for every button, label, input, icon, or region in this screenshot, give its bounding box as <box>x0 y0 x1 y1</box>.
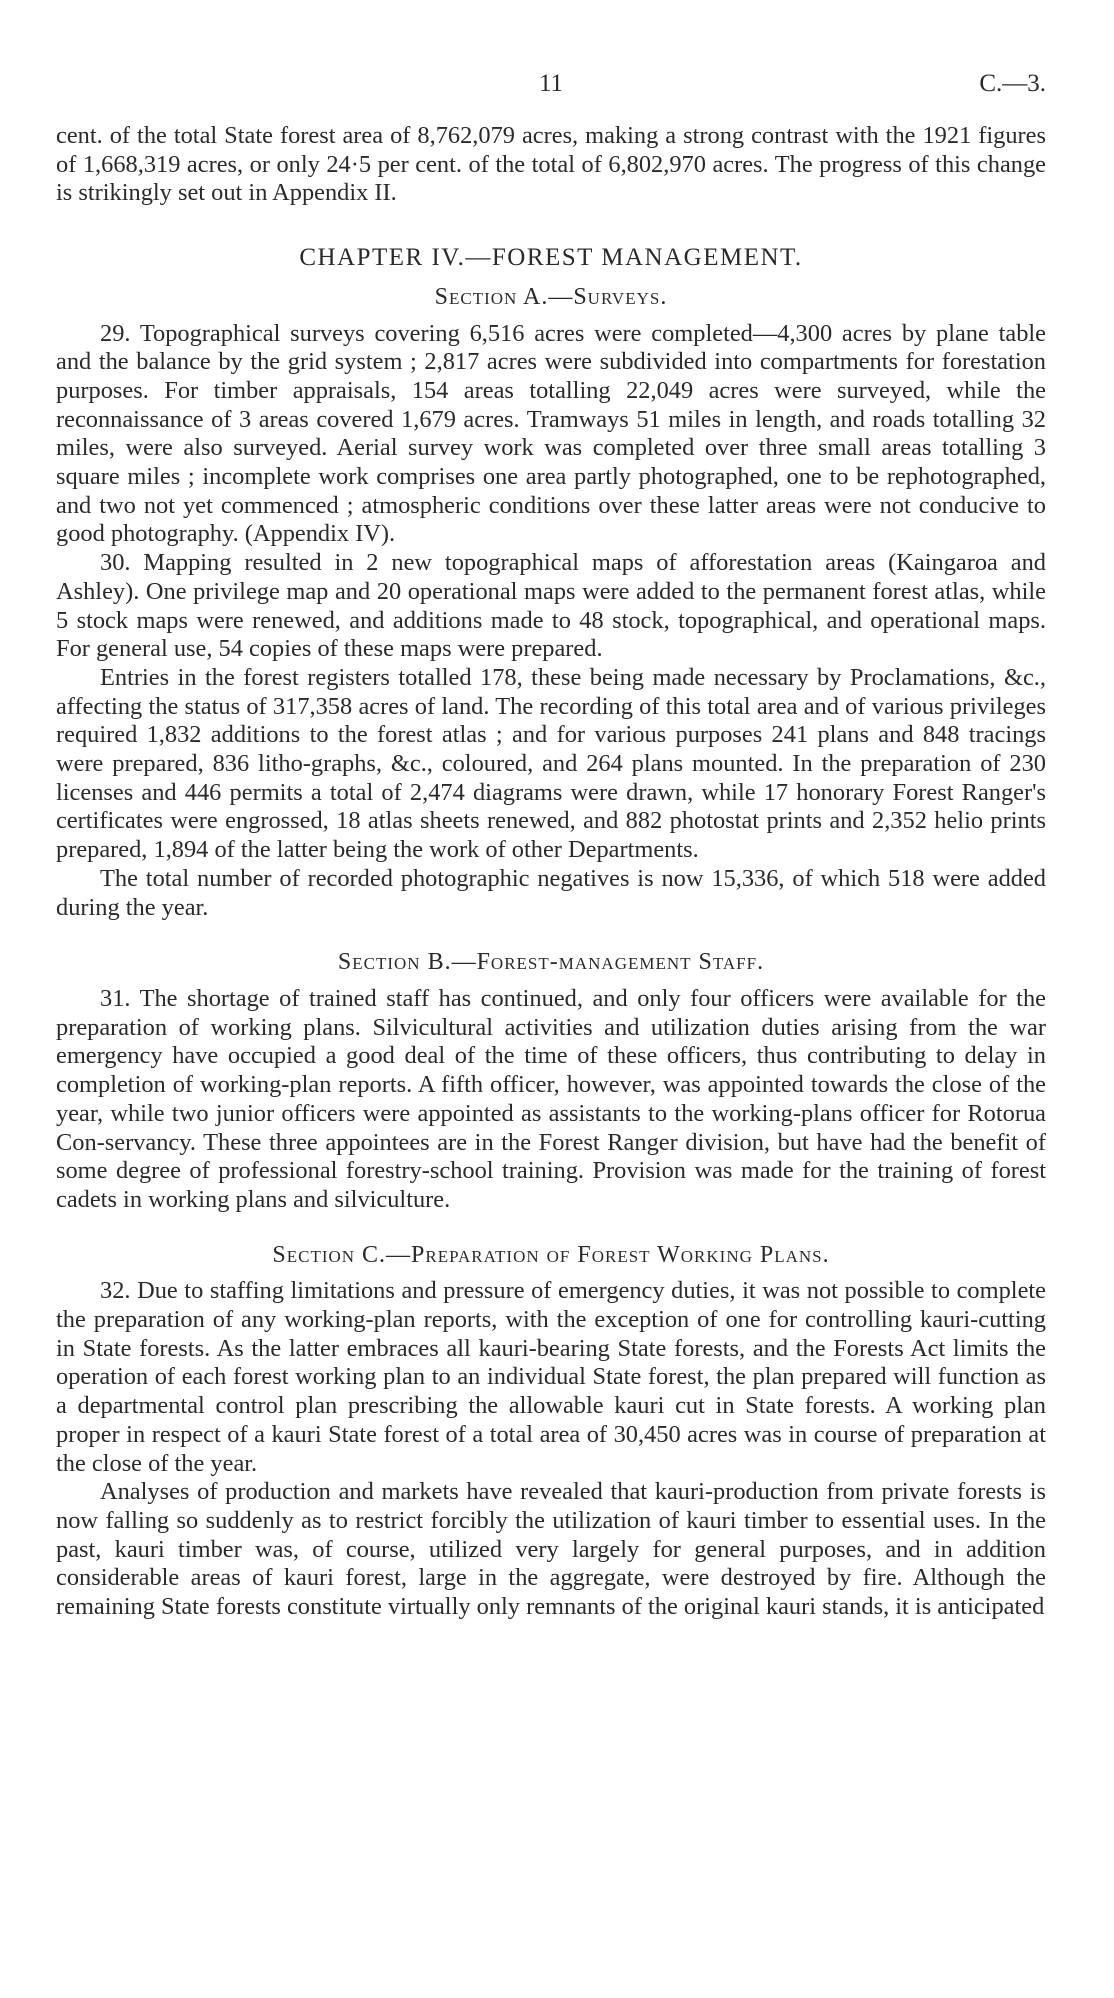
page-number: 11 <box>538 70 564 97</box>
document-reference: C.—3. <box>979 70 1046 97</box>
body-text <box>56 122 1046 1622</box>
continuation-paragraph: cent. of the total State forest area of 8,762,079 acres, making a strong contrast with the 1921 figures of 1,668,319 acres, or only 24·5 per cent. of the total of 6,802,970 acres. The progress of this change is strikingly set out in Appendix II. <box>56 122 1046 207</box>
paragraph-30: 30. Mapping resulted in 2 new topographical maps of afforestation areas (Kaingaroa and Ashley). One privilege map and 20 operational maps were added to the permanent forest atlas, while 5 stock maps were renewed, and additions made to 48 stock, topographical, and operational maps. For general use, 54 copies of these maps were prepared. <box>56 549 1046 663</box>
section-heading-staff: Section B.—Forest-management Staff. <box>337 949 765 976</box>
paragraph-forest-registers: Entries in the forest registers totalled 178, these being made necessary by Proclamations, &c., affecting the status of 317,358 acres of land. The recording of this total area and of various privileges required 1,832 additions to the forest atlas ; and for various purposes 241 plans and 848 tracings were prepared, 836 litho-graphs, &c., coloured, and 264 plans mounted. In the preparation of 230 licenses and 446 permits a total of 2,474 diagrams were drawn, while 17 honorary Forest Ranger's certificates were engrossed, 18 atlas sheets renewed, and 882 photostat prints and 2,352 helio prints prepared, 1,894 of the latter being the work of other Departments. <box>56 663 1046 864</box>
paragraph-kauri-production: Analyses of production and markets have revealed that kauri-production from private forests is now falling so suddenly as to restrict forcibly the utilization of kauri timber to essential uses. In the past, kauri timber was, of course, utilized very largely for general purposes, and in addition considerable areas of kauri forest, large in the aggregate, were destroyed by fire. Although the remaining State forests constitute virtually only remnants of the original kauri stands, it is anticipated <box>56 1478 1046 1621</box>
page-header <box>56 70 1046 110</box>
paragraph-29: 29. Topographical surveys covering 6,516 acres were completed—4,300 acres by plane table and the balance by the grid system ; 2,817 acres were subdivided into compartments for forestation purposes. For timber appraisals, 154 areas totalling 22,049 acres were surveyed, while the reconnaissance of 3 areas covered 1,679 acres. Tramways 51 miles in length, and roads totalling 32 miles, were also surveyed. Aerial survey work was completed over three small areas totalling 3 square miles ; incomplete work comprises one area partly photographed, one to be rephotographed, and two not yet commenced ; atmospheric conditions over these latter areas were not conducive to good photography. (Appendix IV). <box>56 319 1046 548</box>
paragraph-31: 31. The shortage of trained staff has continued, and only four officers were available for the preparation of working plans. Silvicultural activities and utilization duties arising from the war emergency have occupied a good deal of the time of these officers, thus contributing to delay in completion of working-plan reports. A fifth officer, however, was appointed towards the close of the year, while two junior officers were appointed as assistants to the working-plans officer for Rotorua Con-servancy. These three appointees are in the Forest Ranger division, but have had the benefit of some degree of professional forestry-school training. Provision was made for the training of forest cadets in working plans and silviculture. <box>56 984 1046 1213</box>
chapter-heading: CHAPTER IV.—FOREST MANAGEMENT. <box>299 244 803 272</box>
paragraph-photographic-negatives: The total number of recorded photographic negatives is now 15,336, of which 518 were added during the year. <box>56 864 1046 921</box>
section-heading-surveys: Section A.—Surveys. <box>434 283 668 310</box>
paragraph-32: 32. Due to staffing limitations and pressure of emergency duties, it was not possible to complete the preparation of any working-plan reports, with the exception of one for controlling kauri-cutting in State forests. As the latter embraces all kauri-bearing State forests, and the Forests Act limits the operation of each forest working plan to an individual State forest, the plan prepared will function as a departmental control plan prescribing the allowable kauri cut in State forests. A working plan proper in respect of a kauri State forest of a total area of 30,450 acres was in course of preparation at the close of the year. <box>56 1277 1046 1477</box>
section-heading-working-plans: Section C.—Preparation of Forest Working Plans. <box>272 1241 830 1268</box>
